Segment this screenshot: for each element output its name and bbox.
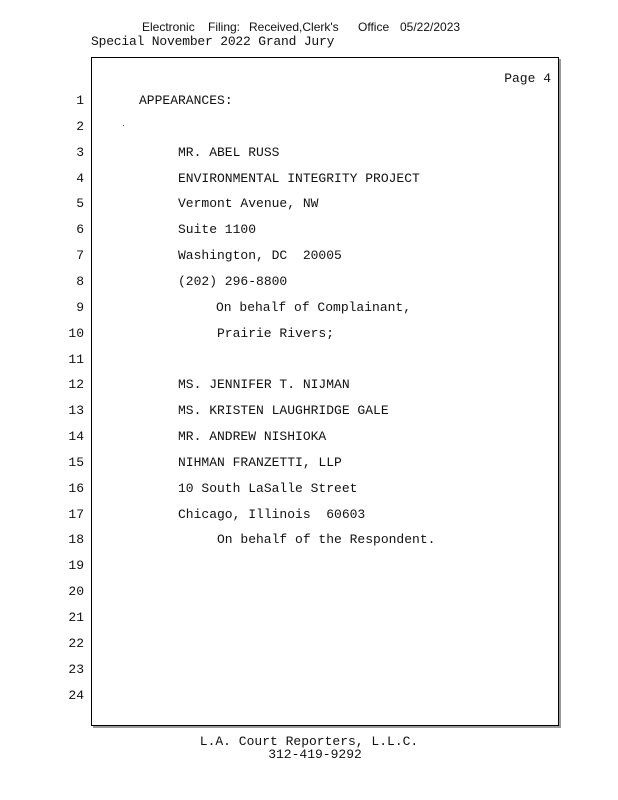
line-text: 10 South LaSalle Street bbox=[178, 480, 358, 496]
line-number: 16 bbox=[68, 480, 84, 496]
line-number: 18 bbox=[68, 532, 84, 548]
line-number: 19 bbox=[68, 558, 84, 574]
line-text: Prairie Rivers; bbox=[217, 325, 335, 341]
line-text: APPEARANCES: bbox=[139, 93, 233, 108]
line-text: Suite 1100 bbox=[178, 222, 257, 238]
line-number: 1 bbox=[76, 93, 84, 108]
line-number: 4 bbox=[76, 170, 84, 186]
filing-stamp-word-received: Received,Clerk's bbox=[249, 20, 339, 34]
page-number: Page 4 bbox=[504, 71, 551, 86]
filing-stamp-word-office: Office bbox=[358, 20, 390, 34]
filing-stamp-word-electronic: Electronic bbox=[142, 20, 195, 34]
filing-stamp-word-filing: Filing: bbox=[208, 20, 241, 34]
line-number: 5 bbox=[76, 196, 84, 212]
line-text: MR. ABEL RUSS bbox=[178, 144, 280, 160]
footer-phone: 312-419-9292 bbox=[268, 747, 362, 762]
line-number: 20 bbox=[68, 584, 84, 600]
line-text: Washington, DC 20005 bbox=[178, 248, 342, 264]
line-text: (202) 296-8800 bbox=[178, 273, 288, 289]
line-number: 8 bbox=[76, 273, 84, 289]
line-number: 3 bbox=[76, 144, 84, 160]
line-text: Chicago, Illinois 60603 bbox=[178, 506, 366, 522]
line-number: 12 bbox=[68, 377, 84, 393]
line-text: On behalf of the Respondent. bbox=[217, 532, 436, 548]
footer-company: L.A. Court Reporters, L.L.C. bbox=[199, 734, 419, 749]
line-number: 7 bbox=[76, 248, 84, 264]
line-number: 15 bbox=[68, 454, 84, 470]
line-text: NIHMAN FRANZETTI, LLP bbox=[178, 454, 342, 470]
line-text: MS. JENNIFER T. NIJMAN bbox=[178, 377, 350, 393]
line-number: 23 bbox=[68, 661, 84, 677]
line-number: 17 bbox=[68, 506, 84, 522]
stray-mark bbox=[123, 125, 124, 126]
line-text: ENVIRONMENTAL INTEGRITY PROJECT bbox=[178, 170, 420, 186]
line-number: 10 bbox=[68, 325, 84, 341]
line-text: MS. KRISTEN LAUGHRIDGE GALE bbox=[178, 403, 389, 419]
transcript-header: Special November 2022 Grand Jury bbox=[91, 34, 335, 49]
line-number: 21 bbox=[68, 610, 84, 625]
line-number: 6 bbox=[76, 222, 84, 238]
line-text: MR. ANDREW NISHIOKA bbox=[178, 429, 327, 445]
line-number: 22 bbox=[68, 635, 84, 651]
line-number: 9 bbox=[76, 299, 84, 315]
line-number: 11 bbox=[68, 351, 84, 367]
line-number: 2 bbox=[76, 118, 84, 134]
filing-stamp-date: 05/22/2023 bbox=[400, 20, 461, 34]
line-number: 13 bbox=[68, 403, 84, 419]
line-number: 24 bbox=[68, 687, 84, 703]
line-text: On behalf of Complainant, bbox=[216, 299, 412, 315]
line-text: Vermont Avenue, NW bbox=[178, 196, 319, 212]
line-number: 14 bbox=[68, 429, 84, 445]
